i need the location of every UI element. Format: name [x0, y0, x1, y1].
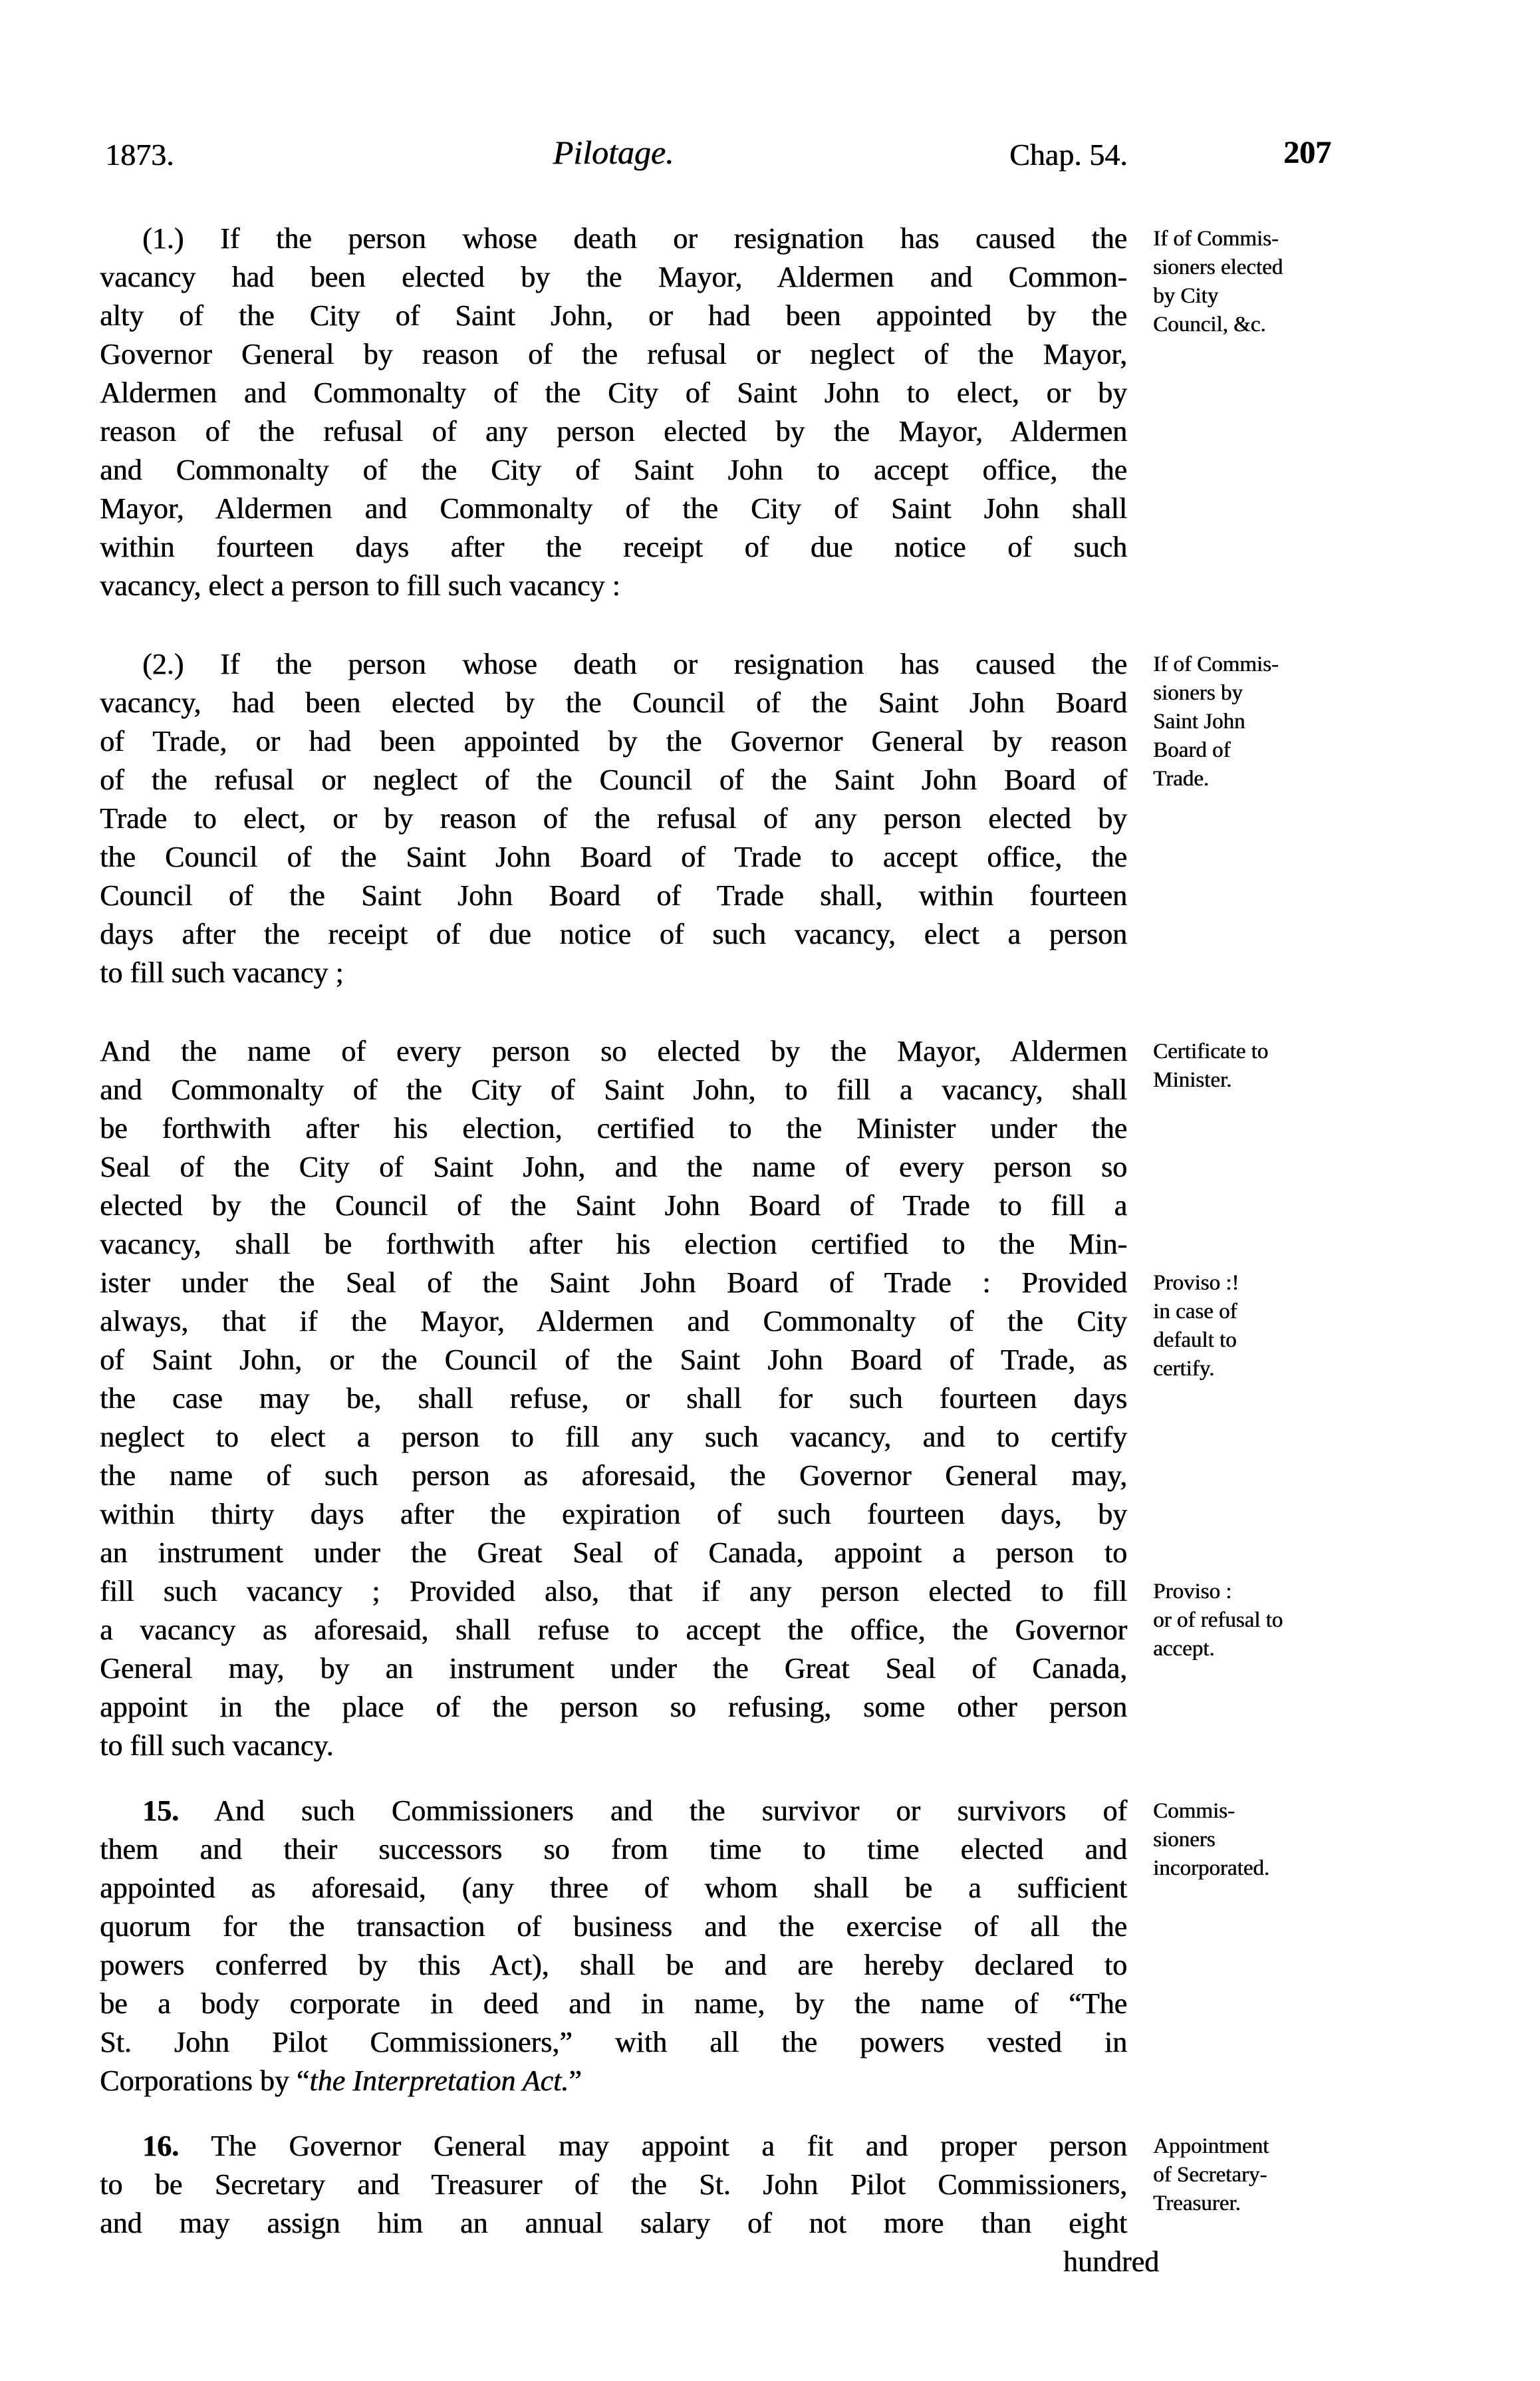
- margin-note-commissioners-elected-by-city: [1153, 225, 1432, 339]
- body-line: be a body corporate in deed and in name, by the name of “The: [100, 1987, 1127, 2020]
- body-line: the name of such person as aforesaid, the Governor General may,: [100, 1459, 1127, 1492]
- body-line: vacancy, had been elected by the Council of the Saint John Board: [100, 686, 1127, 719]
- margin-note-certificate-to-minister: [1153, 1038, 1432, 1095]
- body-line: ister under the Seal of the Saint John Board of Trade : Provided: [100, 1266, 1127, 1299]
- body-line: [100, 1792, 1127, 1830]
- margin-note-commissioners-by-board-of-trade: [1153, 650, 1432, 793]
- body-line: quorum for the transaction of business and the exercise of all the: [100, 1910, 1127, 1943]
- header-chapter: Chap. 54.: [1009, 138, 1128, 172]
- body-text-column: [100, 219, 1159, 2281]
- margin-note-commissioners-incorporated: [1153, 1797, 1432, 1883]
- body-line: to be Secretary and Treasurer of the St. John Pilot Commissioners,: [100, 2168, 1127, 2201]
- body-line: [100, 2127, 1127, 2166]
- body-line: [100, 2062, 1127, 2100]
- margin-note-line: Treasurer.: [1153, 2191, 1241, 2215]
- body-line: powers conferred by this Act), shall be and are hereby declared to: [100, 1949, 1127, 1981]
- body-line: reason of the refusal of any person elected by the Mayor, Aldermen: [100, 415, 1127, 448]
- margin-note-line: Minister.: [1153, 1068, 1232, 1092]
- body-line-text: ”: [569, 2064, 582, 2097]
- body-line-text: And such Commissioners and the survivor or survivors of: [213, 1794, 1127, 1827]
- body-line: (2.) If the person whose death or resignation has caused the: [142, 648, 1127, 680]
- body-line: Council of the Saint John Board of Trade shall, within fourteen: [100, 879, 1127, 912]
- header-page-number: 207: [1283, 135, 1331, 170]
- section-number: 15.: [142, 1794, 179, 1827]
- body-line: be forthwith after his election, certified to the Minister under the: [100, 1112, 1127, 1145]
- margin-note-line: of Secretary-: [1153, 2163, 1267, 2187]
- body-line: vacancy, shall be forthwith after his election certified to the Min-: [100, 1228, 1127, 1260]
- margin-note-appointment-secretary-treasurer: [1153, 2132, 1432, 2218]
- body-line: alty of the City of Saint John, or had been appointed by the: [100, 299, 1127, 332]
- body-line: the Council of the Saint John Board of Trade to accept office, the: [100, 841, 1127, 873]
- margin-note-line: Appointment: [1153, 2134, 1269, 2158]
- header-year: 1873.: [105, 138, 174, 172]
- body-line: Governor General by reason of the refusal or neglect of the Mayor,: [100, 338, 1127, 370]
- body-line: within fourteen days after the receipt of due notice of such: [100, 531, 1127, 563]
- body-line: Aldermen and Commonalty of the City of Saint John to elect, or by: [100, 376, 1127, 409]
- margin-note-line: Proviso :!: [1153, 1271, 1239, 1295]
- margin-note-line: Trade.: [1153, 767, 1210, 791]
- section-number: 16.: [142, 2130, 179, 2162]
- margin-note-line: or of refusal to: [1153, 1608, 1283, 1632]
- body-line: always, that if the Mayor, Aldermen and Commonalty of the City: [100, 1305, 1127, 1337]
- margin-note-line: sioners by: [1153, 681, 1243, 705]
- margin-note-line: Council, &c.: [1153, 313, 1266, 337]
- body-line: vacancy, elect a person to fill such vacancy :: [100, 569, 620, 602]
- body-line-text: The Governor General may appoint a fit and proper person: [211, 2130, 1127, 2162]
- body-line: of Saint John, or the Council of the Saint John Board of Trade, as: [100, 1343, 1127, 1376]
- body-line: appoint in the place of the person so refusing, some other person: [100, 1691, 1127, 1723]
- body-line: Seal of the City of Saint John, and the name of every person so: [100, 1151, 1127, 1183]
- body-line: elected by the Council of the Saint John Board of Trade to fill a: [100, 1189, 1127, 1222]
- paragraph-certification: [100, 1032, 1127, 1765]
- margin-note-line: in case of: [1153, 1300, 1237, 1324]
- margin-note-line: by City: [1153, 284, 1219, 308]
- body-line: days after the receipt of due notice of such vacancy, elect a person: [100, 918, 1127, 950]
- body-line: And the name of every person so elected by the Mayor, Aldermen: [100, 1035, 1127, 1067]
- margin-note-proviso-refusal-to-accept: [1153, 1578, 1432, 1663]
- body-line: an instrument under the Great Seal of Canada, appoint a person to: [100, 1536, 1127, 1569]
- header-running-title: Pilotage.: [553, 134, 674, 171]
- body-line: within thirty days after the expiration of such fourteen days, by: [100, 1498, 1127, 1530]
- paragraph-subsection-2: [100, 645, 1127, 992]
- paragraph-subsection-1: [100, 219, 1127, 605]
- body-line: of Trade, or had been appointed by the Governor General by reason: [100, 725, 1127, 758]
- body-line: Mayor, Aldermen and Commonalty of the City of Saint John shall: [100, 492, 1127, 525]
- margin-note-line: Board of: [1153, 738, 1231, 762]
- body-line: and Commonalty of the City of Saint John, to fill a vacancy, shall: [100, 1073, 1127, 1106]
- body-line-text: Corporations by “: [100, 2064, 310, 2097]
- body-line: a vacancy as aforesaid, shall refuse to accept the office, the Governor: [100, 1613, 1127, 1646]
- cited-act-title: the Interpretation Act.: [309, 2064, 569, 2097]
- margin-note-line: accept.: [1153, 1637, 1215, 1661]
- body-line: vacancy had been elected by the Mayor, Aldermen and Common-: [100, 261, 1127, 293]
- paragraph-section-15: [100, 1792, 1127, 2100]
- body-line: to fill such vacancy ;: [100, 956, 344, 989]
- body-line: and Commonalty of the City of Saint John to accept office, the: [100, 454, 1127, 486]
- body-line: to fill such vacancy.: [100, 1729, 334, 1762]
- margin-note-line: Certificate to: [1153, 1040, 1269, 1063]
- body-line: of the refusal or neglect of the Council of the Saint John Board of: [100, 764, 1127, 796]
- margin-note-line: default to: [1153, 1328, 1237, 1352]
- margin-note-proviso-default-to-certify: [1153, 1269, 1432, 1383]
- body-line: them and their successors so from time to time elected and: [100, 1833, 1127, 1866]
- margin-note-line: Saint John: [1153, 710, 1245, 734]
- margin-note-line: incorporated.: [1153, 1856, 1270, 1880]
- margin-note-line: sioners: [1153, 1828, 1216, 1852]
- margin-note-line: If of Commis-: [1153, 227, 1279, 251]
- body-line: St. John Pilot Commissioners,” with all the powers vested in: [100, 2026, 1127, 2058]
- body-line: (1.) If the person whose death or resignation has caused the: [142, 222, 1127, 255]
- body-line: appointed as aforesaid, (any three of whom shall be a sufficient: [100, 1872, 1127, 1904]
- margin-note-line: certify.: [1153, 1357, 1215, 1381]
- margin-note-line: sioners elected: [1153, 255, 1283, 279]
- body-line: neglect to elect a person to fill any such vacancy, and to certify: [100, 1421, 1127, 1453]
- body-line: the case may be, shall refuse, or shall for such fourteen days: [100, 1382, 1127, 1415]
- body-line: and may assign him an annual salary of not more than eight: [100, 2207, 1127, 2239]
- body-line: General may, by an instrument under the Great Seal of Canada,: [100, 1652, 1127, 1685]
- margin-note-line: If of Commis-: [1153, 652, 1279, 676]
- body-line: fill such vacancy ; Provided also, that if any person elected to fill: [100, 1575, 1127, 1608]
- margin-note-line: Commis-: [1153, 1799, 1235, 1823]
- catchword: hundred: [1063, 2245, 1159, 2278]
- paragraph-section-16: [100, 2127, 1159, 2281]
- margin-note-line: Proviso :: [1153, 1580, 1232, 1604]
- body-line: Trade to elect, or by reason of the refusal of any person elected by: [100, 802, 1127, 835]
